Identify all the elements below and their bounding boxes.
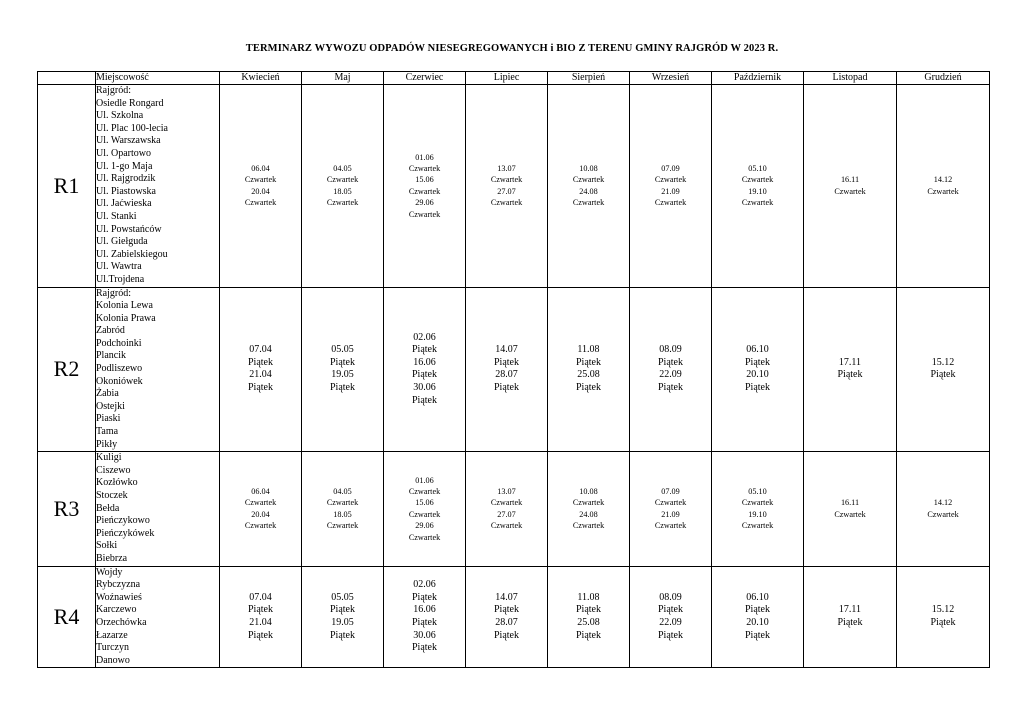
pickup-dates-cell: [220, 452, 302, 566]
pickup-date: 22.09: [659, 616, 682, 628]
pickup-date: 30.06: [413, 629, 436, 641]
locality-item: Orzechówka: [96, 616, 147, 628]
schedule-table: [37, 71, 990, 668]
pickup-weekday: Czwartek: [654, 198, 687, 208]
pickup-date: 28.07: [495, 369, 518, 381]
pickup-weekday: Czwartek: [741, 198, 774, 208]
pickup-dates-cell: [712, 85, 804, 288]
locality-item: Ul. Wawtra: [96, 261, 142, 273]
pickup-weekday: Piątek: [248, 629, 273, 641]
pickup-weekday: Piątek: [412, 369, 437, 381]
pickup-date: 05.10: [748, 163, 767, 173]
locality-item: Pikły: [96, 438, 118, 450]
pickup-date: 21.09: [661, 186, 680, 196]
pickup-date: 18.05: [333, 186, 352, 196]
locality-item: Ul. Powstańców: [96, 223, 162, 235]
pickup-dates-cell: [897, 452, 990, 566]
pickup-weekday: Czwartek: [408, 509, 441, 519]
pickup-dates-cell: [384, 566, 466, 668]
locality-item: Stoczek: [96, 490, 128, 501]
pickup-dates-cell: [548, 452, 630, 566]
month-header-april: Kwiecień: [220, 72, 302, 85]
pickup-weekday: Czwartek: [741, 521, 774, 531]
pickup-weekday: Czwartek: [408, 532, 441, 542]
pickup-dates-cell: [220, 566, 302, 668]
locality-list: [96, 287, 220, 452]
pickup-date: 21.04: [249, 616, 272, 628]
pickup-date: 19.10: [748, 186, 767, 196]
pickup-weekday: Czwartek: [244, 175, 277, 185]
pickup-dates-cell: [220, 287, 302, 452]
pickup-date: 22.09: [659, 369, 682, 381]
locality-item: Rybczyzna: [96, 579, 141, 591]
pickup-weekday: Piątek: [412, 616, 437, 628]
pickup-date: 24.08: [579, 186, 598, 196]
pickup-date: 15.06: [415, 175, 434, 185]
pickup-weekday: Piątek: [248, 356, 273, 368]
pickup-weekday: Czwartek: [572, 198, 605, 208]
pickup-date: 07.09: [661, 163, 680, 173]
pickup-weekday: Czwartek: [326, 521, 359, 531]
route-code: R2: [38, 287, 96, 452]
locality-item: Ul. Rajgrodzik: [96, 173, 156, 185]
pickup-date: 13.07: [497, 487, 516, 497]
pickup-weekday: Piątek: [330, 604, 355, 616]
pickup-weekday: Czwartek: [408, 163, 441, 173]
pickup-weekday: Piątek: [837, 616, 863, 628]
pickup-dates-cell: [804, 85, 897, 288]
locality-item: Ul. Stanki: [96, 210, 137, 222]
pickup-weekday: Czwartek: [654, 175, 687, 185]
pickup-date: 10.08: [579, 163, 598, 173]
pickup-dates-cell: [302, 85, 384, 288]
locality-item: Podchoinki: [96, 337, 142, 349]
pickup-date: 08.09: [659, 344, 682, 356]
locality-item: Rajgród:: [96, 85, 131, 96]
pickup-dates-cell: [897, 85, 990, 288]
pickup-weekday: Czwartek: [654, 521, 687, 531]
pickup-date: 27.07: [497, 509, 516, 519]
locality-item: Pieńczykowo: [96, 515, 150, 527]
pickup-date: 06.04: [251, 487, 270, 497]
pickup-date: 19.10: [748, 509, 767, 519]
pickup-date: 20.10: [746, 616, 769, 628]
header-row: [38, 72, 990, 85]
pickup-weekday: Czwartek: [834, 509, 866, 519]
month-header-august: Sierpień: [548, 72, 630, 85]
pickup-weekday: Piątek: [745, 604, 770, 616]
locality-item: Ostejki: [96, 400, 125, 412]
pickup-weekday: Czwartek: [654, 498, 687, 508]
pickup-date: 21.09: [661, 509, 680, 519]
pickup-weekday: Piątek: [745, 629, 770, 641]
pickup-dates-cell: [630, 566, 712, 668]
locality-item: Danowo: [96, 654, 130, 666]
pickup-weekday: Czwartek: [490, 521, 523, 531]
route-row-r3: [38, 452, 990, 566]
pickup-dates-cell: [712, 566, 804, 668]
locality-item: Pieńczykówek: [96, 527, 155, 539]
pickup-weekday: Piątek: [837, 369, 863, 381]
pickup-dates-cell: [804, 287, 897, 452]
locality-item: Plancik: [96, 350, 126, 362]
pickup-dates-cell: [712, 287, 804, 452]
pickup-dates-cell: [804, 452, 897, 566]
locality-item: Okoniówek: [96, 375, 143, 387]
pickup-date: 16.11: [840, 498, 860, 508]
pickup-weekday: Piątek: [576, 356, 601, 368]
pickup-date: 06.04: [251, 163, 270, 173]
locality-item: Ul. 1-go Maja: [96, 160, 153, 172]
pickup-weekday: Piątek: [576, 381, 601, 393]
pickup-dates-cell: [466, 566, 548, 668]
pickup-dates-cell: [384, 85, 466, 288]
pickup-weekday: Piątek: [745, 381, 770, 393]
pickup-weekday: Piątek: [658, 356, 683, 368]
route-code: R4: [38, 566, 96, 668]
locality-list: [96, 85, 220, 288]
pickup-weekday: Czwartek: [741, 498, 774, 508]
month-header-november: Listopad: [804, 72, 897, 85]
pickup-weekday: Piątek: [330, 356, 355, 368]
pickup-date: 19.05: [331, 616, 354, 628]
pickup-weekday: Czwartek: [326, 198, 359, 208]
locality-item: Biebrza: [96, 552, 128, 564]
locality-item: Kuligi: [96, 452, 122, 464]
document-title: TERMINARZ WYWOZU ODPADÓW NIESEGREGOWANYCH i BIO Z TERENU GMINY RAJGRÓD W 2023 R.: [245, 43, 779, 54]
pickup-date: 25.08: [577, 616, 600, 628]
locality-item: Karczewo: [96, 604, 137, 616]
pickup-weekday: Piątek: [658, 629, 683, 641]
pickup-dates-cell: [897, 566, 990, 668]
locality-item: Osiedle Rongard: [96, 97, 164, 109]
pickup-weekday: Czwartek: [490, 175, 523, 185]
pickup-date: 20.04: [251, 509, 270, 519]
route-row-r1: [38, 85, 990, 288]
pickup-weekday: Piątek: [248, 381, 273, 393]
pickup-date: 05.05: [331, 344, 354, 356]
pickup-date: 15.12: [931, 356, 955, 368]
pickup-date: 20.10: [746, 369, 769, 381]
locality-item: Ul. Giełguda: [96, 236, 148, 248]
pickup-weekday: Piątek: [658, 604, 683, 616]
pickup-date: 10.08: [579, 487, 598, 497]
pickup-date: 15.12: [931, 604, 955, 616]
pickup-date: 17.11: [838, 604, 862, 616]
pickup-date: 06.10: [746, 591, 769, 603]
pickup-date: 29.06: [415, 521, 434, 531]
pickup-date: 04.05: [333, 487, 352, 497]
pickup-weekday: Piątek: [494, 356, 519, 368]
pickup-date: 16.06: [413, 604, 436, 616]
pickup-date: 13.07: [497, 163, 516, 173]
locality-item: Bełda: [96, 502, 120, 514]
pickup-date: 20.04: [251, 186, 270, 196]
pickup-date: 08.09: [659, 591, 682, 603]
pickup-date: 11.08: [577, 591, 600, 603]
pickup-dates-cell: [220, 85, 302, 288]
pickup-date: 07.04: [249, 591, 272, 603]
pickup-dates-cell: [466, 452, 548, 566]
month-header-june: Czerwiec: [384, 72, 466, 85]
pickup-dates-cell: [548, 85, 630, 288]
locality-item: Łazarze: [96, 629, 128, 641]
locality-header: Miejscowość: [96, 72, 220, 85]
pickup-weekday: Piątek: [248, 604, 273, 616]
pickup-weekday: Piątek: [658, 381, 683, 393]
pickup-dates-cell: [630, 287, 712, 452]
pickup-date: 21.04: [249, 369, 272, 381]
pickup-date: 15.06: [415, 498, 434, 508]
pickup-dates-cell: [466, 85, 548, 288]
locality-item: Rajgród:: [96, 287, 131, 299]
pickup-weekday: Czwartek: [741, 175, 774, 185]
locality-item: Podliszewo: [96, 363, 143, 375]
locality-item: Ul.Trojdena: [96, 273, 145, 285]
pickup-dates-cell: [302, 287, 384, 452]
pickup-weekday: Piątek: [494, 381, 519, 393]
locality-item: Kolonia Lewa: [96, 300, 153, 312]
pickup-date: 01.06: [415, 475, 434, 485]
pickup-date: 04.05: [333, 163, 352, 173]
pickup-date: 16.11: [840, 175, 860, 185]
locality-item: Wojdy: [96, 566, 123, 578]
schedule-body: [38, 85, 990, 668]
pickup-date: 01.06: [415, 152, 434, 162]
locality-item: Ul. Piastowska: [96, 185, 156, 197]
pickup-date: 14.12: [933, 498, 953, 508]
pickup-weekday: Czwartek: [834, 186, 866, 196]
pickup-weekday: Czwartek: [326, 498, 359, 508]
pickup-dates-cell: [804, 566, 897, 668]
pickup-date: 11.08: [577, 344, 600, 356]
month-header-september: Wrzesień: [630, 72, 712, 85]
pickup-date: 28.07: [495, 616, 518, 628]
locality-list: [96, 566, 220, 668]
pickup-date: 14.07: [495, 591, 518, 603]
pickup-weekday: Piątek: [745, 356, 770, 368]
pickup-date: 17.11: [838, 356, 862, 368]
pickup-dates-cell: [712, 452, 804, 566]
pickup-dates-cell: [630, 85, 712, 288]
pickup-dates-cell: [302, 566, 384, 668]
locality-item: Ul. Plac 100-lecia: [96, 122, 168, 134]
pickup-weekday: Czwartek: [490, 498, 523, 508]
pickup-weekday: Czwartek: [408, 487, 441, 497]
pickup-dates-cell: [548, 566, 630, 668]
pickup-dates-cell: [302, 452, 384, 566]
locality-item: Kolonia Prawa: [96, 312, 156, 324]
pickup-weekday: Czwartek: [572, 498, 605, 508]
locality-item: Piaski: [96, 413, 121, 425]
pickup-weekday: Piątek: [330, 629, 355, 641]
locality-item: Kozłówko: [96, 477, 138, 489]
route-header: [38, 72, 96, 85]
pickup-dates-cell: [466, 287, 548, 452]
pickup-weekday: Piątek: [930, 369, 956, 381]
pickup-weekday: Piątek: [412, 642, 437, 654]
locality-item: Żabia: [96, 388, 119, 400]
pickup-weekday: Czwartek: [244, 498, 277, 508]
pickup-weekday: Piątek: [330, 381, 355, 393]
pickup-date: 02.06: [413, 331, 436, 343]
pickup-weekday: Czwartek: [572, 521, 605, 531]
pickup-weekday: Czwartek: [244, 198, 277, 208]
locality-item: Turczyn: [96, 642, 129, 654]
pickup-date: 19.05: [331, 369, 354, 381]
pickup-date: 14.07: [495, 344, 518, 356]
pickup-date: 14.12: [933, 175, 953, 185]
locality-item: Ul. Jaćwieska: [96, 198, 152, 210]
pickup-dates-cell: [384, 287, 466, 452]
pickup-dates-cell: [384, 452, 466, 566]
month-header-july: Lipiec: [466, 72, 548, 85]
pickup-weekday: Piątek: [412, 591, 437, 603]
route-row-r2: [38, 287, 990, 452]
locality-item: Tama: [96, 426, 119, 438]
pickup-weekday: Piątek: [494, 604, 519, 616]
pickup-weekday: Czwartek: [244, 521, 277, 531]
locality-item: Ul. Opartowo: [96, 147, 151, 159]
locality-item: Sołki: [96, 540, 118, 552]
locality-list: [96, 452, 220, 566]
route-row-r4: [38, 566, 990, 668]
pickup-date: 05.10: [748, 487, 767, 497]
pickup-weekday: Czwartek: [490, 198, 523, 208]
pickup-date: 07.09: [661, 487, 680, 497]
pickup-weekday: Piątek: [576, 629, 601, 641]
pickup-date: 25.08: [577, 369, 600, 381]
pickup-weekday: Piątek: [930, 616, 956, 628]
locality-item: Woźnawieś: [96, 591, 142, 603]
pickup-dates-cell: [548, 287, 630, 452]
pickup-date: 24.08: [579, 509, 598, 519]
locality-item: Ul. Szkolna: [96, 110, 144, 122]
month-header-may: Maj: [302, 72, 384, 85]
locality-item: Ul. Zabielskiegou: [96, 248, 168, 260]
locality-item: Zabród: [96, 325, 125, 337]
pickup-date: 30.06: [413, 381, 436, 393]
pickup-weekday: Czwartek: [927, 186, 959, 196]
month-header-december: Grudzień: [897, 72, 990, 85]
month-header-october: Październik: [712, 72, 804, 85]
pickup-weekday: Czwartek: [572, 175, 605, 185]
pickup-weekday: Piątek: [412, 394, 437, 406]
pickup-weekday: Czwartek: [408, 209, 441, 219]
pickup-weekday: Czwartek: [326, 175, 359, 185]
pickup-weekday: Piątek: [576, 604, 601, 616]
pickup-date: 06.10: [746, 344, 769, 356]
pickup-weekday: Piątek: [412, 344, 437, 356]
pickup-dates-cell: [630, 452, 712, 566]
pickup-weekday: Czwartek: [408, 186, 441, 196]
pickup-dates-cell: [897, 287, 990, 452]
pickup-date: 02.06: [413, 579, 436, 591]
pickup-date: 18.05: [333, 509, 352, 519]
pickup-date: 29.06: [415, 198, 434, 208]
route-code: R1: [38, 85, 96, 288]
locality-item: Ul. Warszawska: [96, 135, 161, 147]
pickup-date: 27.07: [497, 186, 516, 196]
pickup-date: 16.06: [413, 356, 436, 368]
pickup-date: 05.05: [331, 591, 354, 603]
pickup-date: 07.04: [249, 344, 272, 356]
route-code: R3: [38, 452, 96, 566]
pickup-weekday: Piątek: [494, 629, 519, 641]
pickup-weekday: Czwartek: [927, 509, 959, 519]
locality-item: Ciszewo: [96, 464, 131, 476]
